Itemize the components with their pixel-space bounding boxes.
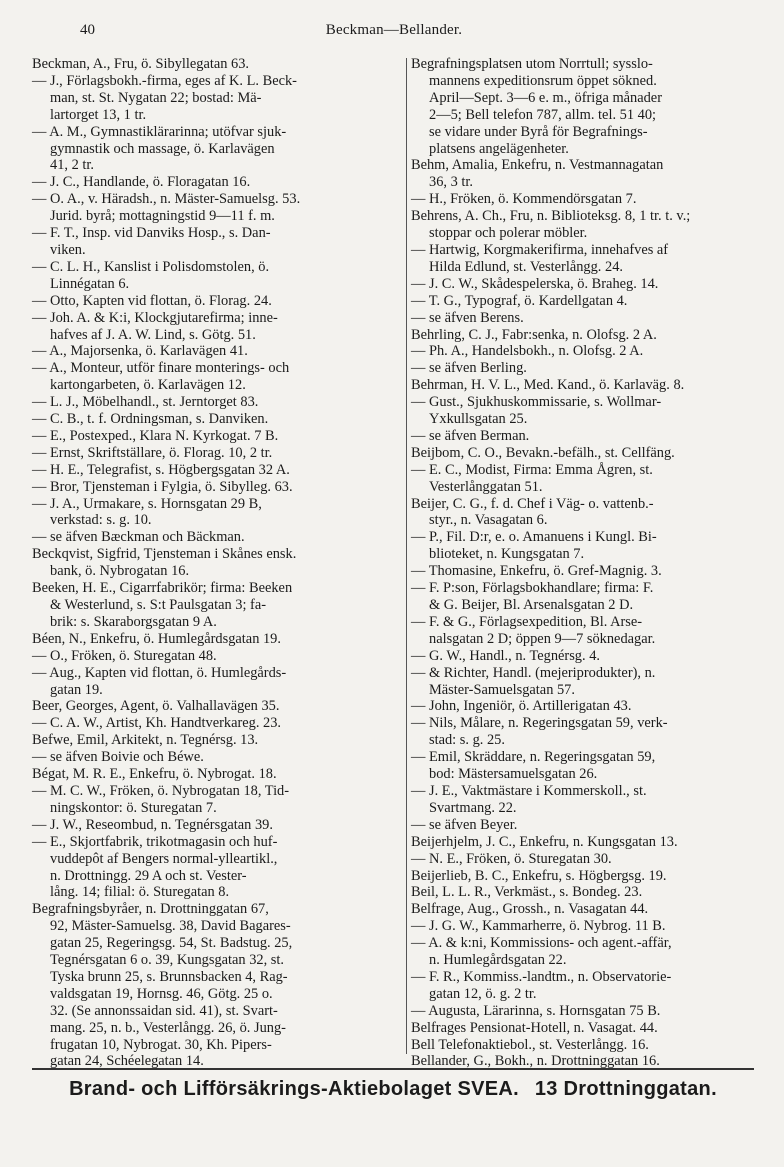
- directory-line: — M. C. W., Fröken, ö. Nybrogatan 18, Tid-: [32, 782, 290, 799]
- directory-line: — F. T., Insp. vid Danviks Hosp., s. Dan-: [32, 225, 271, 242]
- directory-line: 41, 2 tr.: [50, 157, 94, 174]
- directory-line: gatan 19.: [50, 681, 103, 698]
- directory-line: Linnégatan 6.: [50, 275, 130, 292]
- directory-line: lång. 14; filial: ö. Sturegatan 8.: [50, 884, 230, 901]
- banner-address: 13 Drottninggatan.: [534, 1078, 717, 1100]
- directory-line: Hilda Edlund, st. Vesterlångg. 24.: [429, 258, 623, 275]
- directory-line: — A. M., Gymnastiklärarinna; utöfvar sjuk-: [32, 123, 287, 140]
- directory-line: — A., Monteur, utför finare monterings- och: [32, 360, 290, 377]
- directory-line: vuddepôt af Bengers normal-ylleartikl.,: [50, 850, 278, 867]
- directory-line: nalsgatan 2 D; öppen 9—7 söknedagar.: [429, 630, 656, 647]
- directory-line: — Gust., Sjukhuskommissarie, s. Wollmar-: [411, 394, 662, 411]
- directory-line: — Nils, Målare, n. Regeringsgatan 59, verk-: [411, 715, 668, 732]
- directory-line: — A. & k:ni, Kommissions- och agent.-affär,: [411, 935, 672, 952]
- directory-line: & G. Beijer, Bl. Arsenalsgatan 2 D.: [429, 597, 634, 613]
- directory-line: lartorget 13, 1 tr.: [50, 106, 147, 123]
- directory-line: — se äfven Beyer.: [411, 816, 518, 833]
- directory-line: — F. & G., Förlagsexpedition, Bl. Arse-: [411, 613, 643, 630]
- directory-line: — se äfven Berling.: [411, 360, 527, 377]
- directory-line: Svartmang. 22.: [429, 799, 517, 816]
- directory-line: — E., Postexped., Klara N. Kyrkogat. 7 B.: [32, 427, 279, 444]
- directory-line: — Augusta, Lärarinna, s. Hornsgatan 75 B.: [411, 1002, 661, 1019]
- directory-line: n. Humlegårdsgatan 22.: [429, 952, 567, 969]
- directory-line: Behrling, C. J., Fabr:senka, n. Olofsg. 2 A.: [411, 326, 657, 343]
- directory-line: Mäster-Samuelsgatan 57.: [429, 681, 575, 698]
- column-divider: [406, 58, 407, 1054]
- directory-line: — O. A., v. Häradsh., n. Mäster-Samuelsg. 53.: [32, 191, 301, 208]
- directory-line: — O., Fröken, ö. Sturegatan 48.: [32, 647, 217, 664]
- directory-line: — J. A., Urmakare, s. Hornsgatan 29 B,: [32, 495, 262, 512]
- directory-line: Tyska brunn 25, s. Brunnsbacken 4, Rag-: [50, 968, 288, 985]
- directory-line: Behrman, H. V. L., Med. Kand., ö. Karlaväg. 8.: [411, 377, 685, 394]
- directory-line: — J., Förlagsbokh.-firma, eges af K. L. Beck-: [32, 72, 297, 89]
- directory-line: — se äfven Boivie och Béwe.: [32, 749, 204, 766]
- directory-line: Tegnérsgatan 6 o. 39, Kungsgatan 32, st.: [50, 952, 284, 969]
- directory-line: — C. B., t. f. Ordningsman, s. Danviken.: [32, 411, 269, 428]
- directory-line: se vidare under Byrå för Begrafnings-: [429, 123, 648, 140]
- directory-line: Yxkullsgatan 25.: [429, 411, 528, 428]
- directory-line: gatan 25, Regeringsg. 54, St. Badstug. 25,: [50, 935, 293, 952]
- directory-line: — & Richter, Handl. (mejeriprodukter), n.: [411, 664, 656, 681]
- directory-line: — T. G., Typograf, ö. Kardellgatan 4.: [411, 292, 628, 309]
- directory-line: — C. L. H., Kanslist i Polisdomstolen, ö.: [32, 258, 270, 275]
- page-header: [34, 22, 754, 46]
- directory-line: Béen, N., Enkefru, ö. Humlegårdsgatan 19.: [32, 630, 281, 647]
- directory-line: — H., Fröken, ö. Kommendörsgatan 7.: [411, 191, 637, 208]
- directory-line: verkstad: s. g. 10.: [50, 512, 152, 529]
- directory-line: viken.: [50, 241, 86, 258]
- directory-line: ningskontor: ö. Sturegatan 7.: [50, 799, 217, 816]
- directory-line: kartongarbeten, ö. Karlavägen 12.: [50, 377, 246, 394]
- banner-company: Brand- och Lifförsäkrings-Aktiebolaget SVEA.: [69, 1078, 519, 1100]
- directory-line: — Emil, Skräddare, n. Regeringsgatan 59,: [411, 749, 656, 766]
- advertisement-banner: [32, 1068, 754, 1101]
- directory-line: n. Drottningg. 29 A och st. Vester-: [50, 867, 247, 884]
- directory-line: valdsgatan 19, Hornsg. 46, Götg. 25 o.: [50, 985, 273, 1002]
- directory-line: platsens angelägenheter.: [429, 140, 569, 157]
- directory-line: stoppar och polerar möbler.: [429, 225, 588, 242]
- directory-line: — J. G. W., Kammarherre, ö. Nybrog. 11 B.: [411, 918, 666, 935]
- directory-line: Beckman, A., Fru, ö. Sibyllegatan 63.: [32, 56, 250, 72]
- directory-line: Beijerlieb, B. C., Enkefru, s. Högbergsg. 19.: [411, 867, 667, 884]
- directory-line: 32. (Se annonssaidan sid. 41), st. Svart-: [50, 1002, 278, 1019]
- directory-line: — P., Fil. D:r, e. o. Amanuens i Kungl. Bi-: [411, 529, 657, 546]
- directory-line: — Aug., Kapten vid flottan, ö. Humlegårds-: [32, 664, 287, 681]
- directory-line: — Ernst, Skriftställare, ö. Florag. 10, 2 tr.: [32, 444, 273, 461]
- directory-line: Belfrage, Aug., Grossh., n. Vasagatan 44.: [411, 901, 649, 918]
- directory-line: bod: Mästersamuelsgatan 26.: [429, 766, 598, 783]
- directory-line: blioteket, n. Kungsgatan 7.: [429, 546, 585, 563]
- directory-line: — F. P:son, Förlagsbokhandlare; firma: F.: [411, 580, 654, 597]
- directory-line: — C. A. W., Artist, Kh. Handtverkareg. 23.: [32, 715, 282, 732]
- directory-line: — se äfven Bæckman och Bäckman.: [32, 529, 245, 546]
- directory-line: — se äfven Berens.: [411, 309, 524, 326]
- directory-line: Beil, L. L. R., Verkmäst., s. Bondeg. 23.: [411, 884, 643, 901]
- directory-line: Begrafningsbyråer, n. Drottninggatan 67,: [32, 901, 269, 918]
- directory-line: — Joh. A. & K:i, Klockgjutarefirma; inne-: [32, 309, 278, 326]
- directory-line: Beckqvist, Sigfrid, Tjensteman i Skånes ensk.: [32, 546, 297, 563]
- directory-line: gatan 12, ö. g. 2 tr.: [429, 985, 537, 1002]
- directory-line: — Bror, Tjensteman i Fylgia, ö. Sibylleg. 63.: [32, 478, 293, 495]
- directory-line: 36, 3 tr.: [429, 174, 473, 191]
- page-number: 40: [80, 22, 95, 38]
- directory-line: Behm, Amalia, Enkefru, n. Vestmannagatan: [411, 157, 664, 174]
- directory-line: — se äfven Berman.: [411, 427, 530, 444]
- directory-line: hafves af J. A. W. Lind, s. Götg. 51.: [50, 326, 256, 343]
- directory-line: brik: s. Skaraborgsgatan 9 A.: [50, 613, 217, 630]
- directory-line: mannens expeditionsrum öppet sökned.: [429, 72, 657, 89]
- directory-line: Jurid. byrå; mottagningstid 9—11 f. m.: [50, 208, 275, 225]
- directory-line: mang. 25, n. b., Vesterlångg. 26, ö. Jung-: [50, 1019, 286, 1036]
- directory-line: gatan 24, Schéelegatan 14.: [50, 1053, 204, 1070]
- directory-line: bank, ö. Nybrogatan 16.: [50, 563, 190, 580]
- directory-line: Beijbom, C. O., Bevakn.-befälh., st. Cellfäng.: [411, 444, 675, 461]
- directory-line: Begrafningsplatsen utom Norrtull; sysslo-: [411, 56, 653, 72]
- right-column: [411, 56, 755, 1070]
- directory-line: stad: s. g. 25.: [429, 732, 505, 749]
- directory-line: Beijer, C. G., f. d. Chef i Väg- o. vattenb.-: [411, 495, 654, 512]
- directory-line: — H. E., Telegrafist, s. Högbergsgatan 32 A.: [32, 461, 290, 478]
- directory-line: — J. C. W., Skådespelerska, ö. Braheg. 14.: [411, 275, 659, 292]
- directory-line: — G. W., Handl., n. Tegnérsg. 4.: [411, 647, 600, 664]
- directory-line: — E. C., Modist, Firma: Emma Ågren, st.: [411, 461, 653, 478]
- directory-line: — J. W., Reseombud, n. Tegnérsgatan 39.: [32, 816, 273, 833]
- directory-line: — J. C., Handlande, ö. Floragatan 16.: [32, 174, 251, 191]
- left-column: [32, 56, 404, 1070]
- directory-line: Beer, Georges, Agent, ö. Valhallavägen 35.: [32, 698, 280, 715]
- directory-line: Befwe, Emil, Arkitekt, n. Tegnérsg. 13.: [32, 732, 259, 749]
- directory-line: — E., Skjortfabrik, trikotmagasin och huf-: [32, 833, 278, 850]
- directory-line: — L. J., Möbelhandl., st. Jerntorget 83.: [32, 394, 259, 411]
- running-title: Beckman—Bellander.: [325, 22, 463, 38]
- directory-line: Beijerhjelm, J. C., Enkefru, n. Kungsgatan 13.: [411, 833, 678, 850]
- directory-line: — Ph. A., Handelsbokh., n. Olofsg. 2 A.: [411, 343, 644, 360]
- directory-line: Bellander, G., Bokh., n. Drottninggatan 16.: [411, 1053, 660, 1070]
- directory-line: man, st. St. Nygatan 22; bostad: Mä-: [50, 89, 262, 106]
- directory-line: 2—5; Bell telefon 787, allm. tel. 51 40;: [429, 106, 657, 123]
- directory-line: gymnastik och massage, ö. Karlavägen: [50, 140, 275, 157]
- directory-line: — Thomasine, Enkefru, ö. Gref-Magnig. 3.: [411, 563, 662, 580]
- directory-line: Bell Telefonaktiebol., st. Vesterlångg. 16.: [411, 1036, 649, 1053]
- directory-line: & Westerlund, s. S:t Paulsgatan 3; fa-: [50, 597, 267, 613]
- directory-line: April—Sept. 3—6 e. m., öfriga månader: [429, 89, 662, 106]
- directory-line: Belfrages Pensionat-Hotell, n. Vasagat. 44.: [411, 1019, 658, 1036]
- directory-line: frugatan 10, Nybrogat. 30, Kh. Pipers-: [50, 1036, 272, 1053]
- directory-line: 92, Mäster-Samuelsg. 38, David Bagares-: [50, 918, 291, 935]
- directory-line: Beeken, H. E., Cigarrfabrikör; firma: Beeken: [32, 580, 293, 597]
- directory-line: Behrens, A. Ch., Fru, n. Biblioteksg. 8, 1 tr. t. v.;: [411, 208, 691, 225]
- directory-line: — J. E., Vaktmästare i Kommerskoll., st.: [411, 782, 647, 799]
- directory-line: — John, Ingeniör, ö. Artillerigatan 43.: [411, 698, 632, 715]
- directory-line: Bégat, M. R. E., Enkefru, ö. Nybrogat. 18.: [32, 766, 277, 783]
- directory-line: — N. E., Fröken, ö. Sturegatan 30.: [411, 850, 612, 867]
- directory-line: styr., n. Vasagatan 6.: [429, 512, 548, 529]
- directory-line: — A., Majorsenka, ö. Karlavägen 41.: [32, 343, 248, 360]
- directory-line: Vesterlånggatan 51.: [429, 478, 543, 495]
- directory-line: — Otto, Kapten vid flottan, ö. Florag. 24.: [32, 292, 272, 309]
- directory-line: — Hartwig, Korgmakerifirma, innehafves af: [411, 241, 669, 258]
- directory-line: — F. R., Kommiss.-landtm., n. Observatorie-: [411, 968, 672, 985]
